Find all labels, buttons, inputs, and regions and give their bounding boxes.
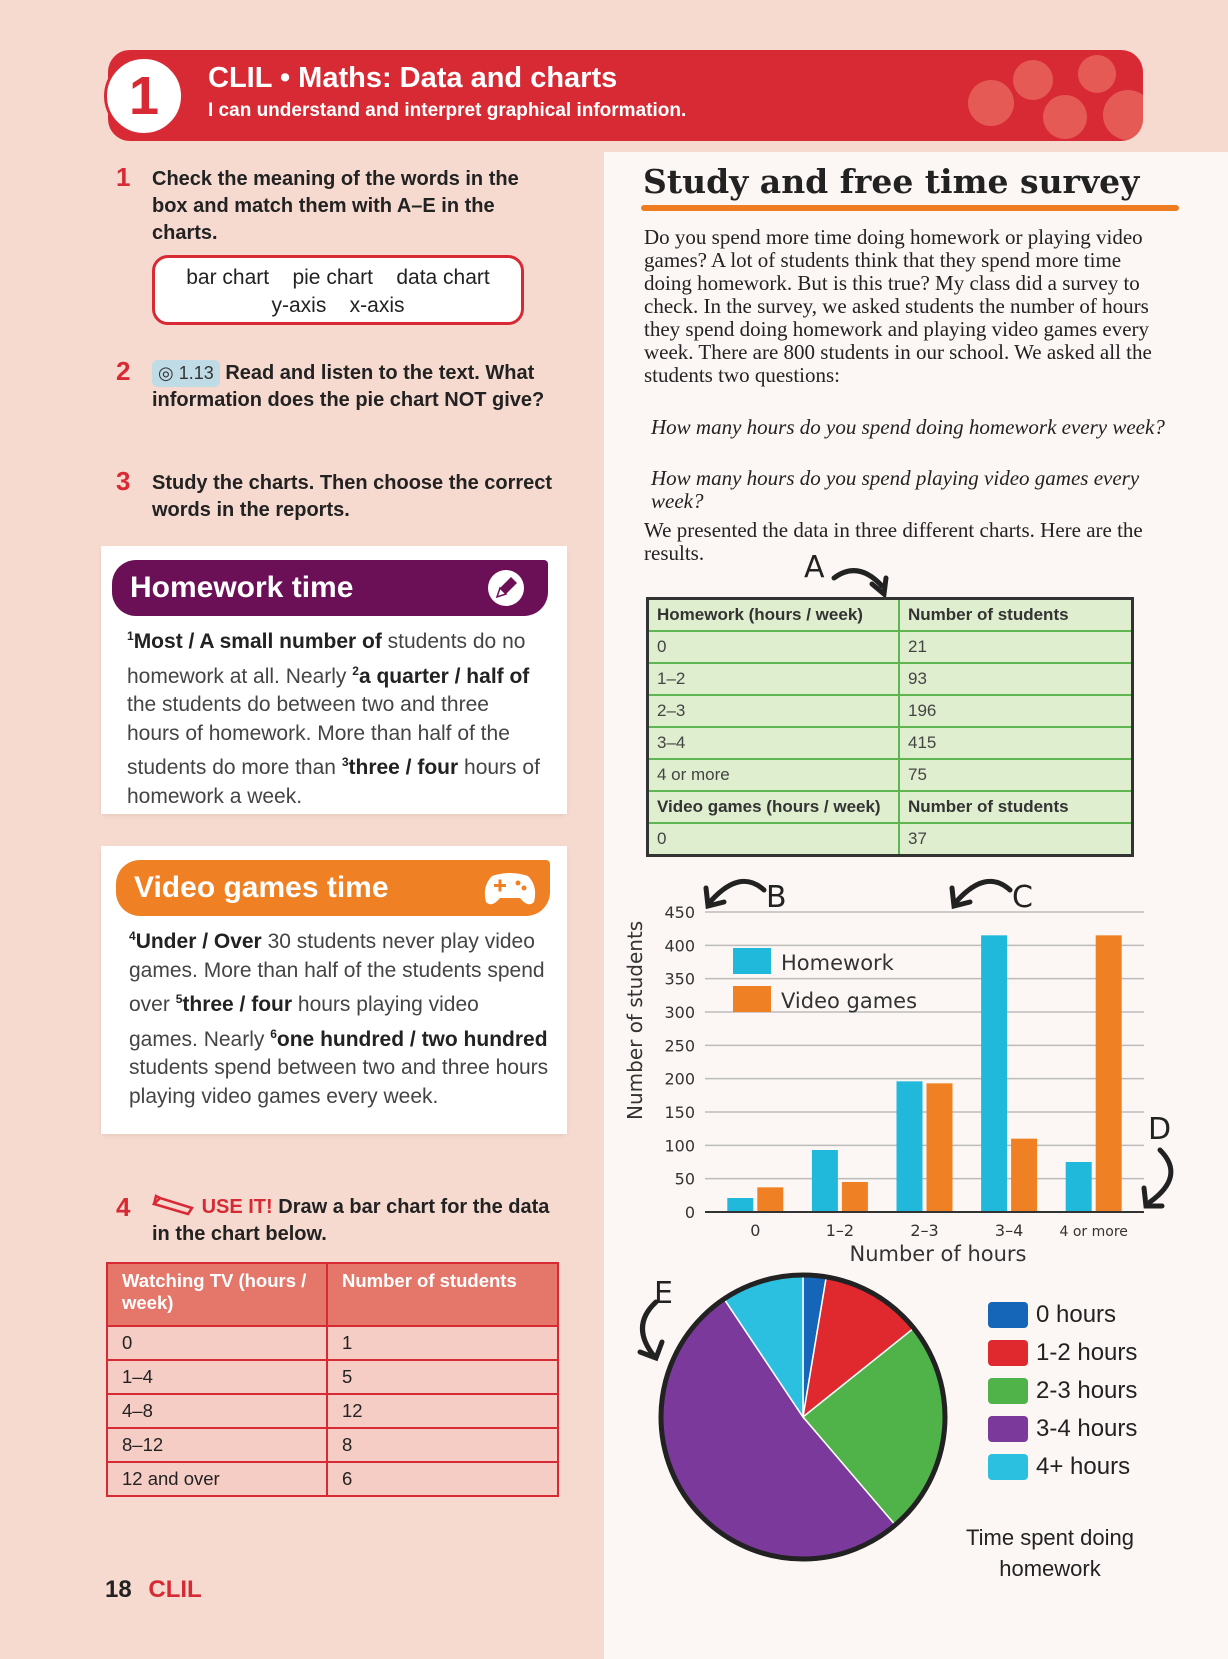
gap-6-options[interactable]: one hundred / two hundred bbox=[276, 1027, 548, 1051]
table-header-cell: Number of students bbox=[899, 791, 1133, 823]
table-header-cell: Number of students bbox=[899, 599, 1133, 632]
table-row bbox=[648, 663, 1133, 695]
word-box bbox=[152, 255, 524, 325]
legend-label-video-games: Video games bbox=[781, 989, 918, 1013]
table-cell: 415 bbox=[899, 727, 1133, 759]
decorative-blob bbox=[1013, 60, 1053, 100]
gap-1-options[interactable]: Most / A small number of bbox=[133, 630, 382, 653]
table-header-cell: Watching TV (hours / week) bbox=[107, 1263, 327, 1326]
bar-homework bbox=[897, 1081, 923, 1212]
table-cell: 2–3 bbox=[648, 695, 900, 727]
table-cell: 3–4 bbox=[648, 727, 900, 759]
table-header-cell: Homework (hours / week) bbox=[648, 599, 900, 632]
survey-data-table bbox=[646, 597, 1134, 857]
decorative-blob bbox=[1043, 95, 1087, 139]
table-row bbox=[107, 1326, 558, 1360]
table-cell: 8 bbox=[327, 1428, 558, 1462]
gap-5-number: 5 bbox=[175, 992, 183, 1006]
y-tick-label: 350 bbox=[664, 969, 695, 989]
table-header-cell: Number of students bbox=[327, 1263, 558, 1326]
pencil-icon bbox=[152, 1194, 196, 1216]
pie-legend bbox=[988, 1296, 1137, 1486]
y-tick-label: 300 bbox=[664, 1003, 695, 1022]
table-header-row bbox=[107, 1263, 558, 1326]
y-tick-label: 400 bbox=[664, 936, 695, 956]
legend-swatch bbox=[988, 1302, 1028, 1328]
legend-swatch bbox=[988, 1416, 1028, 1442]
survey-question-2: How many hours do you spend playing video games every week? bbox=[651, 466, 1140, 513]
decorative-blob bbox=[1103, 90, 1143, 140]
table-row bbox=[648, 631, 1133, 663]
bar-video-games bbox=[927, 1083, 953, 1212]
bar-homework bbox=[812, 1150, 838, 1212]
table-row bbox=[107, 1394, 558, 1428]
table-cell: 8–12 bbox=[107, 1428, 327, 1462]
y-tick-label: 250 bbox=[664, 1036, 695, 1056]
table-row bbox=[648, 823, 1133, 856]
legend-label: 4+ hours bbox=[1036, 1453, 1131, 1480]
table-header-row bbox=[648, 599, 1133, 632]
exercise-2-text: Read and listen to the text. What information does the pie chart NOT give? bbox=[152, 362, 545, 411]
gap-1-number: 1 bbox=[127, 629, 134, 643]
audio-track-badge[interactable] bbox=[152, 360, 220, 387]
label-e: E bbox=[654, 1276, 673, 1311]
legend-label-homework: Homework bbox=[781, 951, 894, 975]
y-tick-label: 100 bbox=[664, 1136, 695, 1156]
x-tick-label: 2–3 bbox=[910, 1221, 939, 1240]
word-box-line-1: bar chart pie chart data chart bbox=[186, 266, 490, 289]
gap-3-number: 3 bbox=[341, 755, 349, 769]
table-row bbox=[107, 1462, 558, 1496]
x-tick-label: 1–2 bbox=[825, 1221, 855, 1240]
gap-3-options[interactable]: three / four bbox=[348, 756, 459, 779]
legend-swatch bbox=[988, 1340, 1028, 1366]
legend-label: 0 hours bbox=[1036, 1301, 1117, 1328]
gap-2-number: 2 bbox=[352, 663, 359, 678]
exercise-4 bbox=[152, 1194, 562, 1248]
table-header-row bbox=[648, 791, 1133, 823]
table-cell: 1 bbox=[327, 1326, 558, 1360]
page-footer bbox=[105, 1576, 202, 1604]
audio-track-number: 1.13 bbox=[178, 363, 214, 383]
table-cell: 1–2 bbox=[648, 663, 900, 695]
gap-5-options[interactable]: three / four bbox=[182, 993, 293, 1016]
gamepad-icon bbox=[482, 868, 538, 908]
table-cell: 12 bbox=[327, 1394, 558, 1428]
legend-swatch-homework bbox=[733, 948, 771, 974]
legend-item bbox=[988, 1372, 1137, 1410]
legend-item bbox=[988, 1296, 1137, 1334]
pencil-icon bbox=[486, 568, 526, 608]
exercise-2 bbox=[152, 360, 552, 414]
bar-video-games bbox=[1011, 1139, 1037, 1212]
pie-chart bbox=[648, 1262, 958, 1572]
gap-6-number: 6 bbox=[270, 1026, 277, 1041]
gap-4-number: 4 bbox=[129, 929, 136, 943]
report-text-segment: students do no homework at all. Nearly bbox=[127, 630, 526, 688]
video-report-banner bbox=[116, 860, 550, 916]
exercise-3-text: Study the charts. Then choose the correct words in the reports. bbox=[152, 472, 553, 521]
exercise-4-number: 4 bbox=[116, 1192, 131, 1222]
exercise-4-text: Draw a bar chart for the data in the chart below. bbox=[152, 1196, 550, 1245]
legend-swatch-video-games bbox=[733, 986, 771, 1012]
exercise-1-number: 1 bbox=[116, 162, 131, 192]
y-axis-title: Number of students bbox=[623, 920, 647, 1120]
legend-item bbox=[988, 1410, 1137, 1448]
table-row bbox=[648, 695, 1133, 727]
article-results-intro: We presented the data in three different charts. Here are the results. bbox=[644, 518, 1143, 565]
exercise-1-text: Check the meaning of the words in the box and match them with A–E in the charts. bbox=[152, 168, 519, 244]
use-it-label: USE IT! bbox=[201, 1196, 273, 1218]
table-cell: 4–8 bbox=[107, 1394, 327, 1428]
legend-swatch bbox=[988, 1454, 1028, 1480]
article-intro: Do you spend more time doing homework or playing video games? A lot of students think that they spend more time doing homework. But is this true? My class did a survey to check. In the survey, we asked students the number of hours they spend doing homework and playing video games every week. There are 800 students in our school. We asked all the students two questions: bbox=[644, 225, 1152, 387]
y-tick-label: 200 bbox=[664, 1069, 695, 1089]
table-cell: 4 or more bbox=[648, 759, 900, 791]
article-title: Study and free time survey bbox=[643, 162, 1140, 201]
page-title: CLIL • Maths: Data and charts bbox=[208, 62, 618, 94]
gap-4-options[interactable]: Under / Over bbox=[135, 930, 262, 953]
tv-data-table bbox=[106, 1262, 559, 1497]
table-row bbox=[107, 1428, 558, 1462]
y-tick-label: 150 bbox=[664, 1103, 695, 1122]
survey-question-1: How many hours do you spend doing homework every week? bbox=[651, 415, 1165, 439]
table-cell: 1–4 bbox=[107, 1360, 327, 1394]
legend-label: 2-3 hours bbox=[1036, 1377, 1138, 1404]
bar-homework bbox=[1066, 1162, 1092, 1212]
report-text-segment: students spend between two and three hours playing video games every week. bbox=[129, 1056, 549, 1108]
legend-item bbox=[988, 1448, 1137, 1486]
report-text-segment: 30 students never play video games. More than half of the students spend over bbox=[129, 930, 545, 1016]
legend-label: 3-4 hours bbox=[1036, 1415, 1138, 1442]
table-header-cell: Video games (hours / week) bbox=[648, 791, 900, 823]
bar-homework bbox=[727, 1198, 753, 1212]
table-cell: 37 bbox=[899, 823, 1133, 856]
table-cell: 75 bbox=[899, 759, 1133, 791]
x-axis-title: Number of hours bbox=[849, 1242, 1027, 1266]
table-cell: 21 bbox=[899, 631, 1133, 663]
decorative-blob bbox=[968, 80, 1014, 126]
y-tick-label: 0 bbox=[684, 1203, 695, 1222]
pie-chart-title: Time spent doing homework bbox=[966, 1525, 1134, 1581]
table-row bbox=[107, 1360, 558, 1394]
y-tick-label: 50 bbox=[674, 1169, 695, 1189]
report-text-segment: the students do between two and three hours of homework. More than half of the students do more than bbox=[127, 693, 510, 779]
audio-icon: ◎ bbox=[158, 363, 174, 383]
x-axis-ticks bbox=[750, 1221, 1128, 1240]
table-row bbox=[648, 727, 1133, 759]
report-text-segment: hours playing video games. Nearly bbox=[129, 993, 479, 1051]
legend-swatch bbox=[988, 1378, 1028, 1404]
bar-homework bbox=[981, 935, 1007, 1212]
table-cell: 12 and over bbox=[107, 1462, 327, 1496]
video-report-title: Video games time bbox=[134, 871, 389, 904]
footer-section: CLIL bbox=[148, 1576, 202, 1603]
bar-video-games bbox=[1096, 935, 1122, 1212]
table-cell: 93 bbox=[899, 663, 1133, 695]
x-tick-label: 4 or more bbox=[1059, 1224, 1128, 1240]
chart-bars bbox=[727, 935, 1121, 1212]
y-axis-ticks bbox=[664, 903, 695, 1222]
bar-chart bbox=[620, 900, 1150, 1270]
bar-video-games bbox=[842, 1182, 868, 1212]
chart-legend bbox=[733, 948, 917, 1013]
y-tick-label: 450 bbox=[664, 903, 695, 922]
unit-number: 1 bbox=[104, 56, 184, 136]
video-report-text bbox=[129, 922, 549, 1111]
arrow-icon bbox=[830, 560, 890, 600]
report-text-segment: hours of homework a week. bbox=[127, 756, 540, 808]
label-b: B bbox=[766, 880, 787, 915]
label-d: D bbox=[1148, 1112, 1172, 1147]
page-subtitle: I can understand and interpret graphical information. bbox=[208, 100, 687, 121]
table-cell: 0 bbox=[648, 823, 900, 856]
table-cell: 5 bbox=[327, 1360, 558, 1394]
bar-video-games bbox=[757, 1187, 783, 1212]
table-cell: 0 bbox=[107, 1326, 327, 1360]
table-row bbox=[648, 759, 1133, 791]
title-underline bbox=[641, 205, 1179, 211]
legend-item bbox=[988, 1334, 1137, 1372]
label-a: A bbox=[804, 550, 825, 585]
gap-2-options[interactable]: a quarter / half of bbox=[358, 664, 530, 688]
homework-report-title: Homework time bbox=[130, 571, 354, 604]
page-number: 18 bbox=[105, 1576, 132, 1603]
label-c: C bbox=[1012, 880, 1033, 915]
x-tick-label: 3–4 bbox=[994, 1221, 1024, 1240]
homework-report-text bbox=[127, 622, 547, 811]
exercise-3-number: 3 bbox=[116, 466, 131, 496]
decorative-blob bbox=[1078, 55, 1116, 93]
exercise-2-number: 2 bbox=[116, 356, 131, 386]
table-cell: 0 bbox=[648, 631, 900, 663]
table-cell: 6 bbox=[327, 1462, 558, 1496]
x-tick-label: 0 bbox=[750, 1221, 761, 1240]
table-cell: 196 bbox=[899, 695, 1133, 727]
legend-label: 1-2 hours bbox=[1036, 1339, 1138, 1366]
word-box-line-2: y-axis x-axis bbox=[271, 294, 405, 317]
homework-report-banner bbox=[112, 560, 548, 616]
